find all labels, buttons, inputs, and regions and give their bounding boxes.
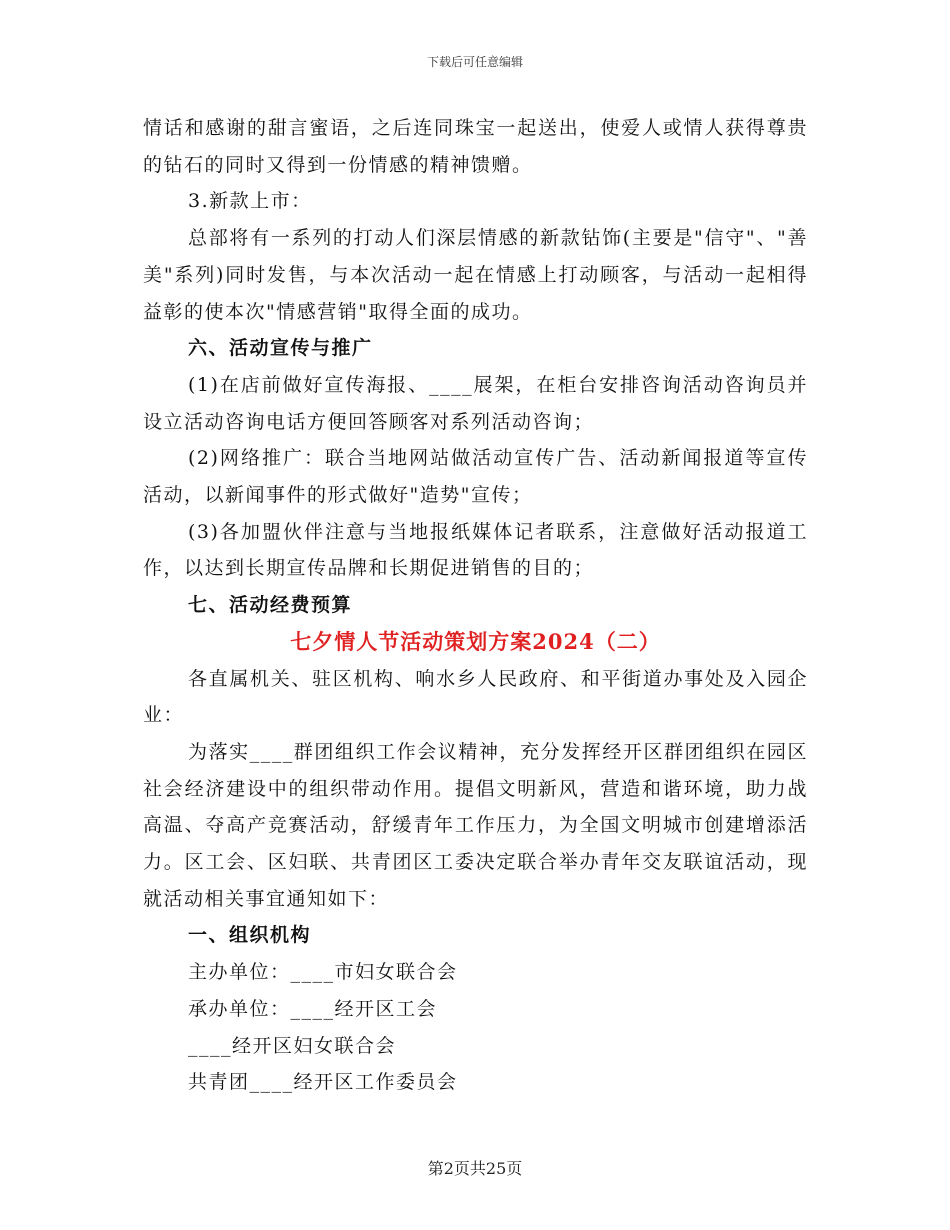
paragraph-continued: 情话和感谢的甜言蜜语，之后连同珠宝一起送出，使爱人或情人获得尊贵的钻石的同时又得到一份情感的精神馈赠。 [143,117,808,176]
paragraph-recipients: 各直属机关、驻区机构、响水乡人民政府、和平街道办事处及入园企业： [143,667,808,727]
undertaker-line-3: 共青团____经开区工作委员会 [188,1071,458,1094]
heading-organization: 一、组织机构 [188,924,312,947]
section-item-new-products: 3.新款上市： [188,190,312,213]
undertaker-line-2: ____经开区妇女联合会 [188,1034,397,1057]
promotion-item-1: (1)在店前做好宣传海报、____展架，在柜台安排咨询活动咨询员并设立活动咨询电话方便回答顾客对系列活动咨询； [143,373,808,433]
page-header: 下载后可任意编辑 [426,55,523,69]
heading-promotion: 六、活动宣传与推广 [188,337,373,360]
undertaker-line-1: 承办单位：____经开区工会 [188,997,438,1020]
promotion-item-2: (2)网络推广：联合当地网站做活动宣传广告、活动新闻报道等宣传活动，以新闻事件的形式做好"造势"宣传； [143,447,808,507]
promotion-item-3: (3)各加盟伙伴注意与当地报纸媒体记者联系，注意做好活动报道工作，以达到长期宣传品牌和长期促进销售的目的； [143,520,808,580]
document-title: 七夕情人节活动策划方案2024（二） [290,628,661,654]
paragraph-purpose: 为落实____群团组织工作会议精神，充分发挥经开区群团组织在园区社会经济建设中的组织带动作用。提倡文明新风，营造和谐环境，助力战高温、夺高产竞赛活动，舒缓青年工作压力，为全国文明城市创建增添活力。区工会、区妇联、共青团区工委决定联合举办青年交友联谊活动，现就活动相关事宜通知如下： [143,740,808,910]
paragraph-new-products: 总部将有一系列的打动人们深层情感的新款钻饰(主要是"信守"、"善美"系列)同时发售，与本次活动一起在情感上打动顾客，与活动一起相得益彰的使本次"情感营销"取得全面的成功。 [143,227,808,323]
heading-budget: 七、活动经费预算 [188,594,353,617]
document-body [143,110,808,1101]
page-footer: 第2页共25页 [427,1159,523,1178]
organizer-line: 主办单位：____市妇女联合会 [188,961,458,984]
